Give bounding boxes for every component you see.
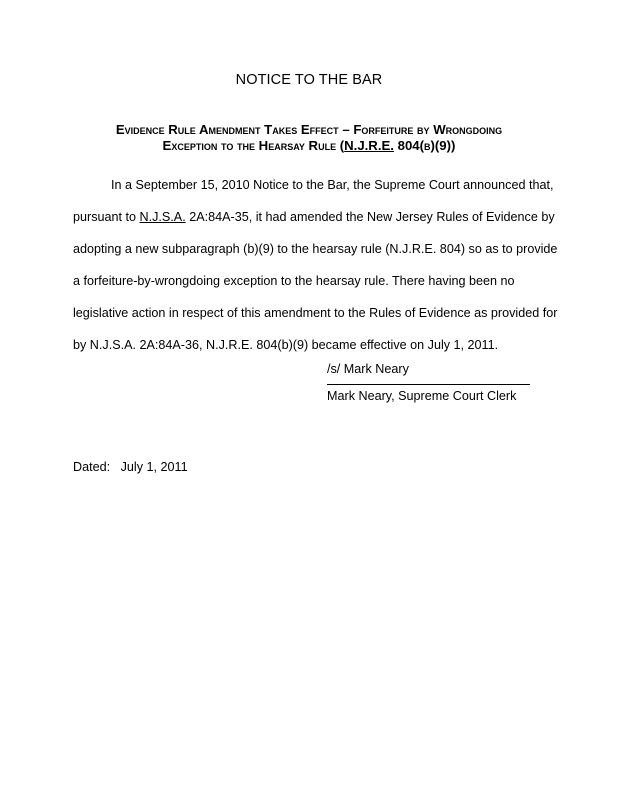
signature-name-title: Mark Neary, Supreme Court Clerk [327,389,517,403]
body-line-5: legislative action in respect of this amendment to the Rules of Evidence as provided for [73,306,558,320]
body-njsa-citation: N.J.S.A. [139,210,186,224]
body-line-2 [73,209,553,241]
body-line-3: adopting a new subparagraph (b)(9) to the hearsay rule (N.J.R.E. 804) so as to provide [73,242,558,256]
body-line-6: by N.J.S.A. 2A:84A-36, N.J.R.E. 804(b)(9) became effective on July 1, 2011. [73,338,499,352]
title-line-2 [40,138,578,154]
notice-body [73,177,558,369]
signature-signed: /s/ Mark Neary [327,362,409,376]
title-line-1: Evidence Rule Amendment Takes Effect – Forfeiture by Wrongdoing [115,122,503,137]
body-line-1: In a September 15, 2010 Notice to the Bar, the Supreme Court announced that, [111,178,554,192]
title-line-2-prefix: Exception to the Hearsay Rule ( [162,138,345,153]
dated-line [73,459,188,475]
signature-rule [327,384,530,385]
title-line-2-suffix: 804(b)(9)) [393,138,456,153]
dated-value: July 1, 2011 [120,460,188,474]
title-njre-citation: N.J.R.E. [344,138,394,153]
body-line-2-prefix: pursuant to [73,210,140,224]
body-line-4: a forfeiture-by-wrongdoing exception to the hearsay rule. There having been no [73,274,515,288]
notice-heading: NOTICE TO THE BAR [235,72,383,88]
body-line-2-suffix: 2A:84A-35, it had amended the New Jersey Rules of Evidence by [185,210,555,224]
notice-title [40,122,578,154]
dated-label: Dated: [73,460,111,474]
